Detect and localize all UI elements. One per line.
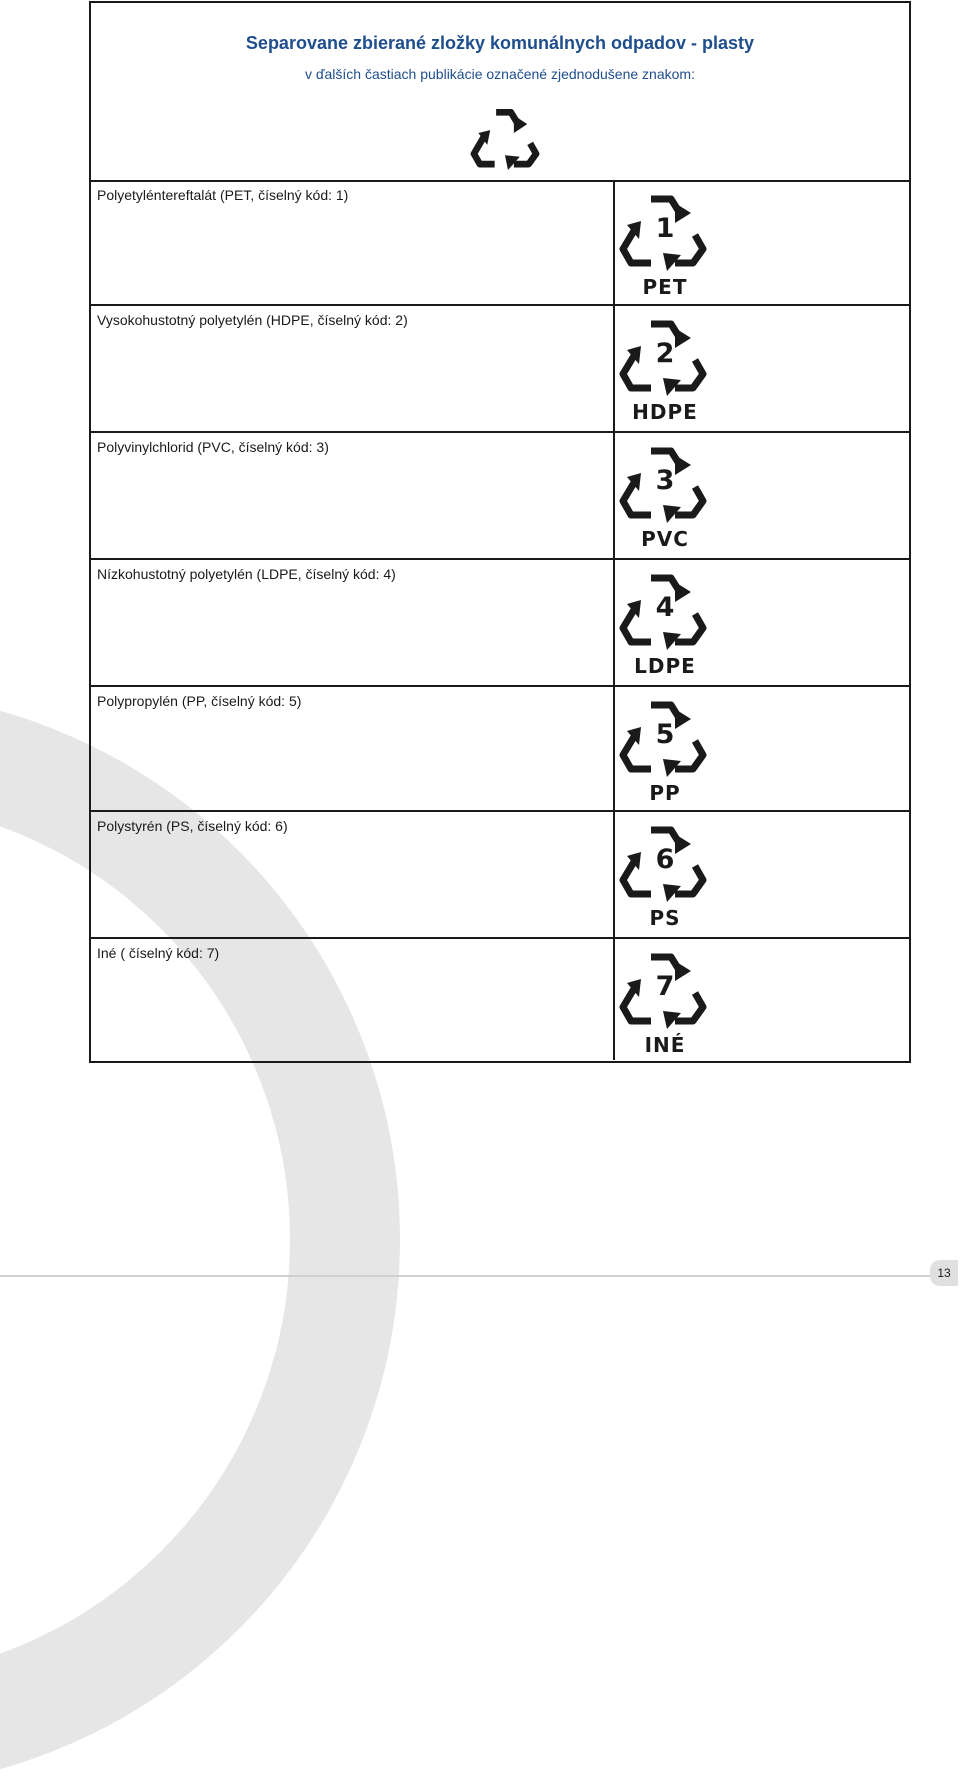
recycling-code-cell (613, 812, 909, 937)
resin-code-number: 7 (655, 971, 675, 1002)
table-header (91, 3, 909, 182)
recycling-code-cell (613, 687, 909, 810)
table-row (91, 812, 909, 939)
resin-code-number: 4 (655, 592, 675, 623)
recycling-code-cell (613, 181, 909, 304)
plastic-type-label: Nízkohustotný polyetylén (LDPE, číselný kód: 4) (97, 566, 396, 582)
footer-line (0, 1275, 930, 1277)
resin-code-symbol (615, 812, 715, 936)
table-row (91, 560, 909, 687)
resin-code-abbreviation: PET (642, 275, 688, 299)
plastic-type-label: Iné ( číselný kód: 7) (97, 945, 220, 961)
resin-code-symbol (615, 433, 715, 557)
resin-code-abbreviation: PP (649, 781, 681, 805)
plastic-type-label: Polypropylén (PP, číselný kód: 5) (97, 693, 302, 709)
page-number: 13 (930, 1260, 958, 1286)
resin-code-number: 2 (655, 338, 675, 369)
resin-code-symbol (615, 687, 715, 811)
resin-code-number: 5 (655, 719, 675, 750)
resin-code-number: 3 (655, 465, 675, 496)
resin-code-symbol (615, 939, 715, 1063)
resin-code-symbol (615, 560, 715, 684)
plastic-type-label: Vysokohustotný polyetylén (HDPE, číselný kód: 2) (97, 312, 408, 328)
recycling-code-cell (613, 560, 909, 685)
table-row (91, 181, 909, 306)
plastic-type-label: Polyvinylchlorid (PVC, číselný kód: 3) (97, 439, 329, 455)
resin-code-number: 6 (655, 844, 675, 875)
recycling-code-cell (613, 306, 909, 431)
resin-code-symbol (615, 306, 715, 430)
resin-code-abbreviation: PVC (641, 527, 689, 551)
page-title: Separovane zbierané zložky komunálnych odpadov - plasty (245, 33, 755, 53)
resin-code-abbreviation: LDPE (634, 654, 696, 678)
plastic-type-label: Polyetyléntereftalát (PET, číselný kód: 1) (97, 187, 349, 203)
plastics-table (89, 1, 911, 1063)
resin-code-number: 1 (655, 213, 675, 244)
table-row (91, 687, 909, 812)
resin-code-abbreviation: INÉ (644, 1033, 686, 1057)
resin-code-abbreviation: PS (649, 906, 681, 930)
recycling-code-cell (613, 939, 909, 1060)
table-row (91, 306, 909, 433)
table-row (91, 433, 909, 560)
recycling-code-cell (613, 433, 909, 558)
table-row (91, 939, 909, 1060)
resin-code-symbol (615, 181, 715, 305)
plastic-type-label: Polystyrén (PS, číselný kód: 6) (97, 818, 288, 834)
recycle-icon (468, 99, 542, 173)
resin-code-abbreviation: HDPE (632, 400, 698, 424)
page-subtitle: v ďalších častiach publikácie označené zjednodušene znakom: (305, 66, 695, 82)
